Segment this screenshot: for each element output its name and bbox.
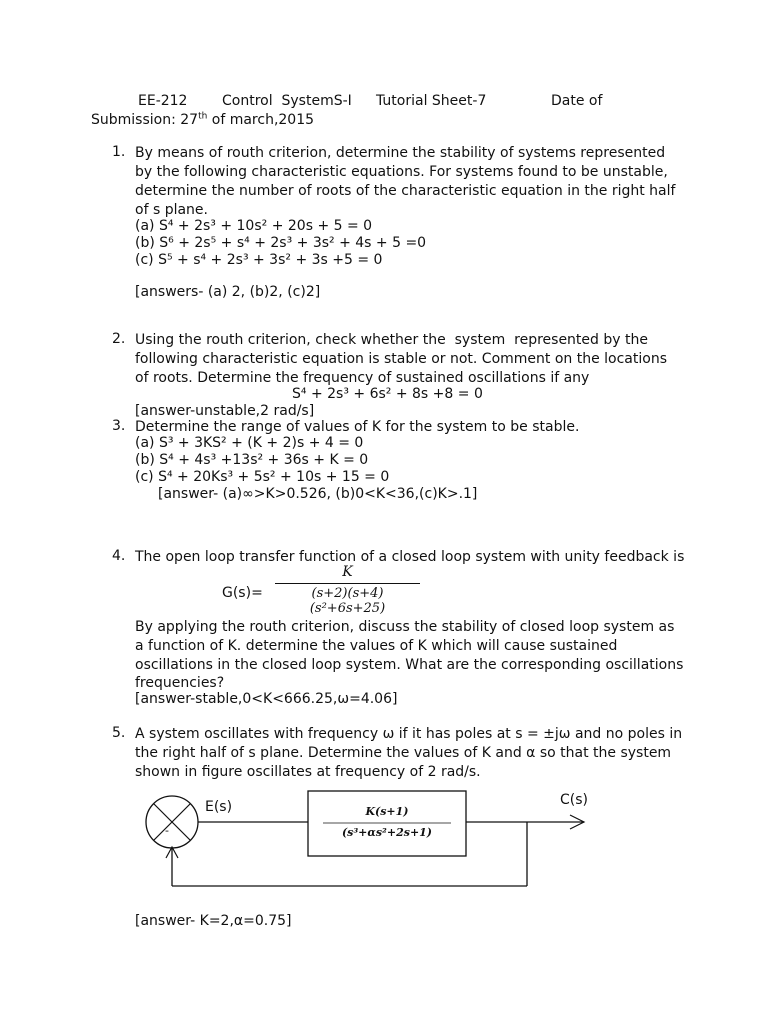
gs-label: G(s)= [222,585,263,601]
question-text-line: of s plane. [135,202,208,218]
question-text-line: Determine the range of values of K for the system to be stable. [135,419,580,435]
equation-a: (a) S³ + 3KS² + (K + 2)s + 4 = 0 [135,435,364,451]
block-denominator: (s³+αs²+2s+1) [341,826,433,839]
question-text-line: The open loop transfer function of a closed loop system with unity feedback is [135,549,685,565]
answer-text: [answers- (a) 2, (b)2, (c)2] [135,284,321,300]
answer-text: [answer- (a)∞>K>0.526, (b)0<K<36,(c)K>.1] [158,486,478,502]
transfer-function-denominator: (s+2)(s+4)(s²+6s+25) [309,586,386,616]
question-text-line: A system oscillates with frequency ω if it has poles at s = ±jω and no poles in [135,726,683,742]
question-text-line: a function of K. determine the values of K which will cause sustained [135,638,618,654]
question-text-line: By means of routh criterion, determine the stability of systems represented [135,145,666,161]
question-text-line: shown in figure oscillates at frequency of 2 rad/s. [135,764,481,780]
question-number: 2. [112,331,126,347]
equation-b: (b) S⁴ + 4s³ +13s² + 36s + K = 0 [135,452,369,468]
block-numerator: K(s+1) [365,805,409,818]
question-number: 1. [112,144,126,160]
question-text-line: Using the routh criterion, check whether the system represented by the [135,332,648,348]
minus-sign: - [165,824,169,837]
equation: S⁴ + 2s³ + 6s² + 8s +8 = 0 [292,386,483,402]
question-text-line: the right half of s plane. Determine the values of K and α so that the system [135,745,672,761]
equation-c: (c) S⁴ + 20Ks³ + 5s² + 10s + 15 = 0 [135,469,390,485]
question-text-line: By applying the routh criterion, discuss the stability of closed loop system as [135,619,675,635]
question-text-line: by the following characteristic equations. For systems found to be unstable, [135,164,668,180]
transfer-function-numerator: K [342,564,353,580]
equation-c: (c) S⁵ + s⁴ + 2s³ + 3s² + 3s +5 = 0 [135,252,383,268]
question-text-line: determine the number of roots of the characteristic equation in the right half [135,183,676,199]
output-signal-label: C(s) [560,792,588,808]
question-number: 5. [112,725,126,741]
question-text-line: following characteristic equation is stable or not. Comment on the locations [135,351,667,367]
question-number: 3. [112,418,126,434]
course-code: EE-212 [138,93,188,109]
date-label: Date of [551,93,603,109]
sheet-title: Tutorial Sheet-7 [376,93,487,109]
submission-prefix: Submission: 27 [91,112,199,128]
answer-text: [answer-stable,0<K<666.25,ω=4.06] [135,691,398,707]
subject-title: Control SystemS-I [222,93,352,109]
answer-text: [answer- K=2,α=0.75] [135,913,292,929]
submission-sup: th [198,111,208,122]
equation-a: (a) S⁴ + 2s³ + 10s² + 20s + 5 = 0 [135,218,373,234]
equation-b: (b) S⁶ + 2s⁵ + s⁴ + 2s³ + 3s² + 4s + 5 =0 [135,235,427,251]
question-number: 4. [112,548,126,564]
question-text-line: of roots. Determine the frequency of sustained oscillations if any [135,370,590,386]
answer-text: [answer-unstable,2 rad/s] [135,403,315,419]
submission-suffix: of march,2015 [207,112,315,128]
transfer-block [308,791,466,856]
question-text-line: frequencies? [135,675,225,691]
question-text-line: oscillations in the closed loop system. What are the corresponding oscillations [135,657,684,673]
error-signal-label: E(s) [205,799,233,815]
